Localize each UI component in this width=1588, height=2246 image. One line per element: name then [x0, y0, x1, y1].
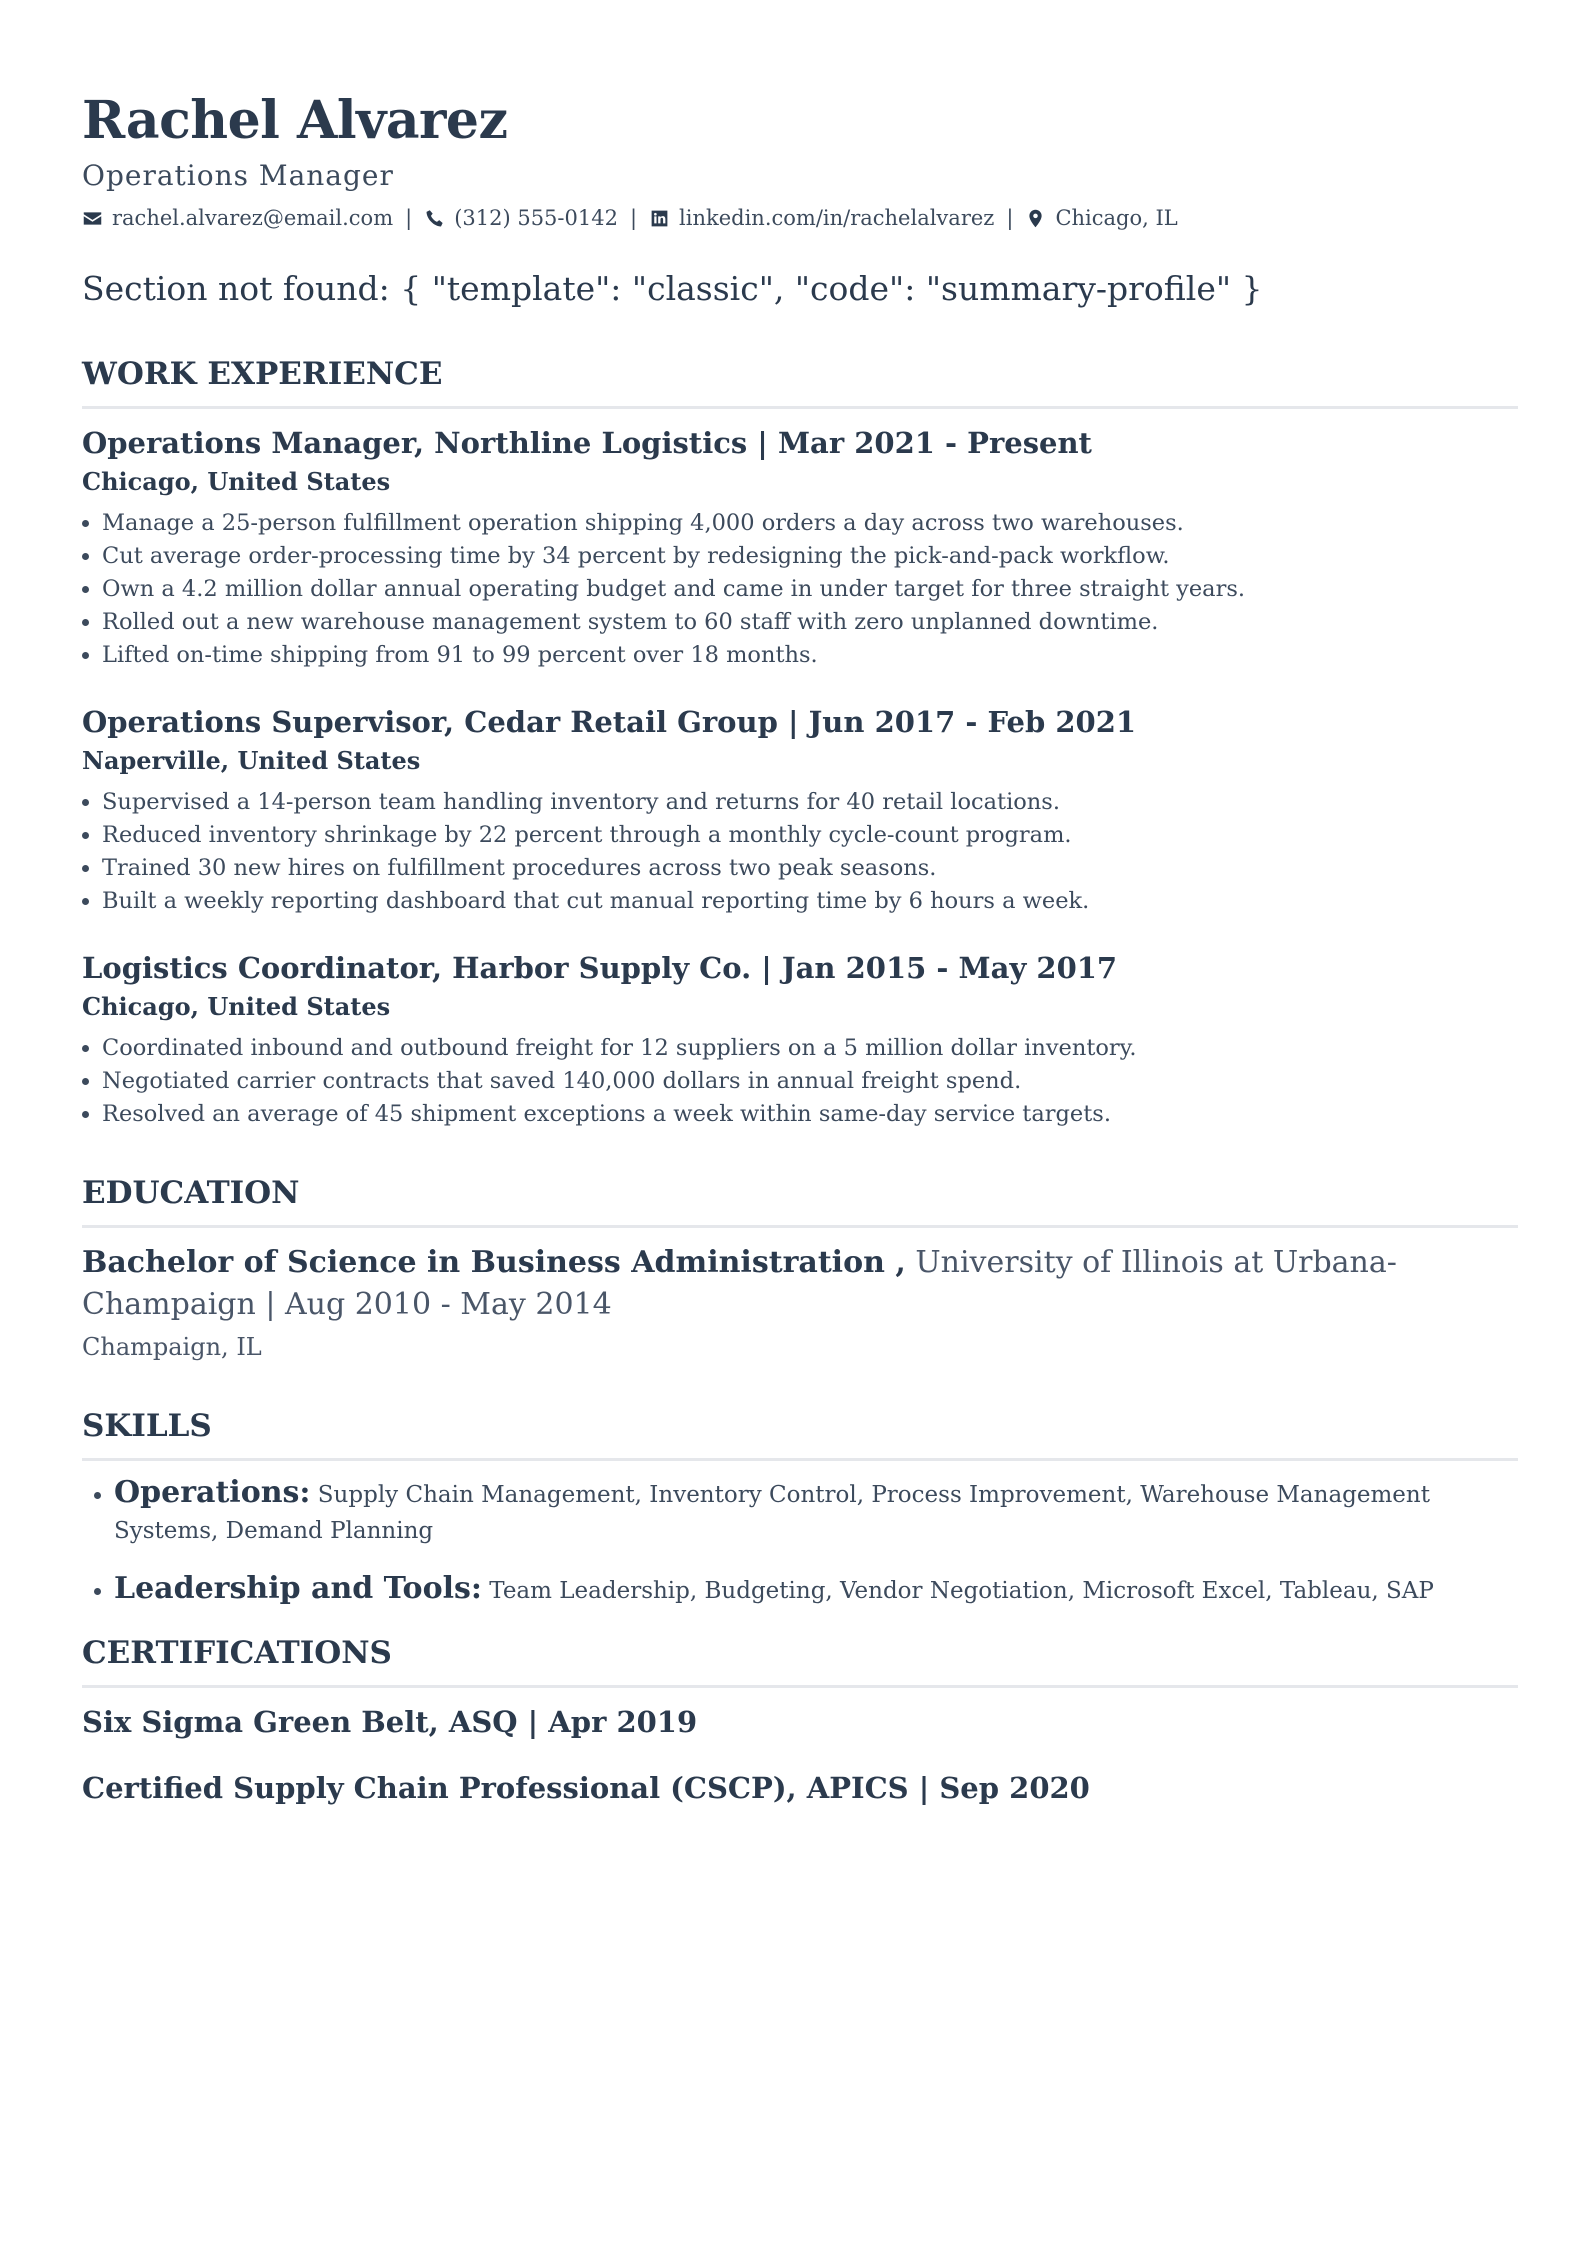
phone-text: (312) 555-0142: [454, 206, 618, 230]
list-item: • Lifted on-time shipping from 91 to 99 percent over 18 months.: [102, 639, 1518, 672]
section-divider: [82, 1225, 1518, 1228]
list-item: • Built a weekly reporting dashboard that cut manual reporting time by 6 hours a week.: [102, 885, 1518, 918]
skill-category: Operations:: [114, 1475, 311, 1510]
contact-separator: |: [629, 206, 638, 230]
list-item: • Trained 30 new hires on fulfillment procedures across two peak seasons.: [102, 852, 1518, 885]
section-divider: [82, 1685, 1518, 1688]
job-heading: Logistics Coordinator, Harbor Supply Co. | Jan 2015 - May 2017: [82, 951, 1118, 985]
school-and-dates: University of Illinois at Urbana-Champaign | Aug 2010 - May 2014: [82, 1245, 1397, 1322]
section-title-education: EDUCATION: [82, 1175, 300, 1211]
skill-items: Team Leadership, Budgeting, Vendor Negotiation, Microsoft Excel, Tableau, SAP: [489, 1578, 1434, 1604]
job-location: Chicago, United States: [82, 467, 391, 496]
contact-phone[interactable]: [424, 206, 618, 230]
job-bullets: [82, 1032, 1518, 1131]
certification-item: Six Sigma Green Belt, ASQ | Apr 2019: [82, 1705, 698, 1739]
certifications-section: [82, 1631, 1518, 1808]
location-pin-icon: [1025, 208, 1046, 229]
list-item: • Reduced inventory shrinkage by 22 percent through a monthly cycle-count program.: [102, 819, 1518, 852]
missing-section-notice: Section not found: { "template": "classic", "code": "summary-profile" }: [82, 269, 1263, 308]
education-section: [82, 1171, 1518, 1364]
linkedin-icon: [649, 208, 670, 229]
candidate-name: Rachel Alvarez: [82, 90, 508, 151]
section-title-skills: SKILLS: [82, 1408, 212, 1444]
skill-items: Supply Chain Management, Inventory Control, Process Improvement, Warehouse Management Systems, Demand Planning: [114, 1482, 1430, 1544]
list-item: • Supervised a 14-person team handling inventory and returns for 40 retail locations.: [102, 786, 1518, 819]
section-title-work: WORK EXPERIENCE: [82, 356, 443, 392]
skills-section: [82, 1404, 1518, 1609]
phone-icon: [424, 208, 445, 229]
contact-location: [1025, 206, 1177, 230]
degree-name: Bachelor of Science in Business Administration ,: [82, 1245, 906, 1280]
job-bullets: [82, 507, 1518, 672]
envelope-icon: [82, 208, 103, 229]
skill-group: [114, 1475, 1518, 1549]
contact-linkedin[interactable]: [649, 206, 994, 230]
certification-item: Certified Supply Chain Professional (CSCP), APICS | Sep 2020: [82, 1771, 1090, 1805]
job-location: Chicago, United States: [82, 992, 391, 1021]
location-text: Chicago, IL: [1055, 206, 1178, 230]
list-item: • Negotiated carrier contracts that saved 140,000 dollars in annual freight spend.: [102, 1065, 1518, 1098]
job-entry: [82, 948, 1518, 1131]
job-heading: Operations Manager, Northline Logistics | Mar 2021 - Present: [82, 426, 1092, 460]
job-entry: [82, 702, 1518, 918]
skill-group: [114, 1571, 1518, 1609]
section-divider: [82, 1458, 1518, 1461]
work-experience-section: [82, 352, 1518, 1131]
list-item: • Manage a 25-person fulfillment operation shipping 4,000 orders a day across two warehouses.: [102, 507, 1518, 540]
section-title-certifications: CERTIFICATIONS: [82, 1635, 392, 1671]
list-item: • Resolved an average of 45 shipment exceptions a week within same-day service targets.: [102, 1098, 1518, 1131]
section-divider: [82, 406, 1518, 409]
education-entry: [82, 1242, 1518, 1326]
education-location: Champaign, IL: [82, 1333, 262, 1361]
skill-category: Leadership and Tools:: [114, 1571, 482, 1606]
job-location: Naperville, United States: [82, 746, 421, 775]
job-bullets: [82, 786, 1518, 918]
contact-email[interactable]: [82, 206, 393, 230]
linkedin-text: linkedin.com/in/rachelalvarez: [679, 206, 995, 230]
job-heading: Operations Supervisor, Cedar Retail Group | Jun 2017 - Feb 2021: [82, 705, 1137, 739]
job-entry: [82, 423, 1518, 672]
email-text: rachel.alvarez@email.com: [112, 206, 394, 230]
contact-separator: |: [1006, 206, 1014, 230]
candidate-role: Operations Manager: [82, 159, 394, 192]
contact-bar: [82, 206, 1518, 230]
skills-list: [82, 1475, 1518, 1609]
list-item: • Rolled out a new warehouse management system to 60 staff with zero unplanned downtime.: [102, 606, 1518, 639]
list-item: • Coordinated inbound and outbound freight for 12 suppliers on a 5 million dollar inventory.: [102, 1032, 1518, 1065]
contact-separator: |: [405, 206, 413, 230]
list-item: • Own a 4.2 million dollar annual operating budget and came in under target for three straight years.: [102, 573, 1518, 606]
list-item: • Cut average order-processing time by 34 percent by redesigning the pick-and-pack workflow.: [102, 540, 1518, 573]
